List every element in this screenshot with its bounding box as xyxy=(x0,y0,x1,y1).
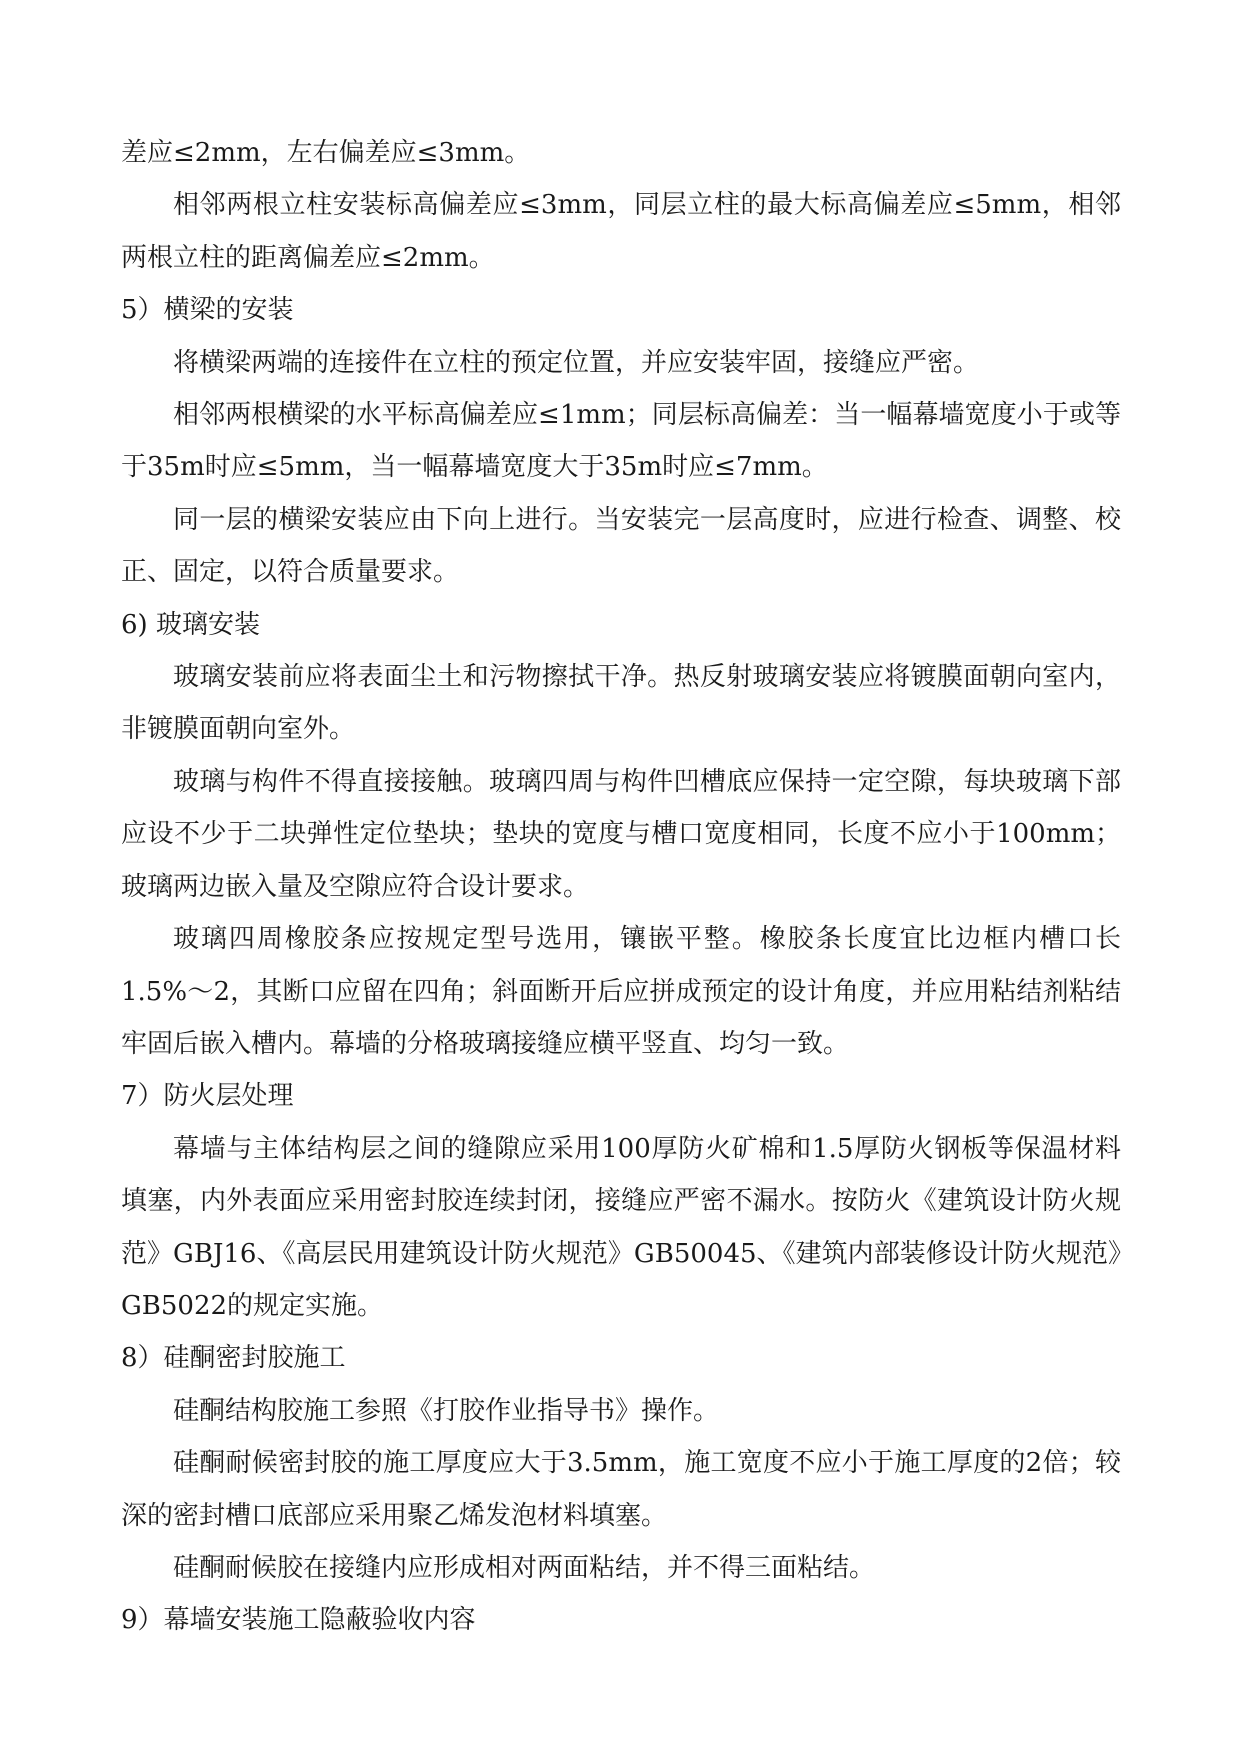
paragraph-column-elevation: 相邻两根立柱安装标高偏差应≤3mm，同层立柱的最大标高偏差应≤5mm，相邻两根立柱的距离偏差应≤2mm。 xyxy=(121,190,1121,273)
paragraph-fireproof: 幕墙与主体结构层之间的缝隙应采用100厚防火矿棉和1.5厚防火钢板等保温材料填塞，内外表面应采用密封胶连续封闭，接缝应严密不漏水。按防火《建筑设计防火规范》GBJ16、《高层民用建筑设计防火规范》GB50045、《建筑内部装修设计防火规范》GB5022的规定实施。 xyxy=(121,1133,1121,1321)
heading-hidden-inspection: 9）幕墙安装施工隐蔽验收内容 xyxy=(121,1605,476,1636)
heading-fireproof-layer: 7）防火层处理 xyxy=(121,1081,294,1112)
heading-glass-installation: 6) 玻璃安装 xyxy=(121,609,260,640)
paragraph-structural-glue: 硅酮结构胶施工参照《打胶作业指导书》操作。 xyxy=(173,1395,720,1426)
paragraph-sealant-thickness: 硅酮耐候密封胶的施工厚度应大于3.5mm，施工宽度不应小于施工厚度的2倍；较深的密封槽口底部应采用聚乙烯发泡材料填塞。 xyxy=(121,1448,1121,1531)
paragraph-continuation: 差应≤2mm，左右偏差应≤3mm。 xyxy=(121,138,531,168)
paragraph-beam-connectors: 将横梁两端的连接件在立柱的预定位置，并应安装牢固，接缝应严密。 xyxy=(173,347,980,378)
heading-beam-installation: 5）横梁的安装 xyxy=(121,295,294,326)
paragraph-sealant-bonding: 硅酮耐候胶在接缝内应形成相对两面粘结，并不得三面粘结。 xyxy=(173,1552,876,1583)
paragraph-beam-tolerance: 相邻两根横梁的水平标高偏差应≤1mm；同层标高偏差：当一幅幕墙宽度小于或等于35m时应≤5mm，当一幅幕墙宽度大于35m时应≤7mm。 xyxy=(121,400,1121,483)
document-body xyxy=(121,127,1121,1647)
paragraph-beam-order: 同一层的横梁安装应由下向上进行。当安装完一层高度时，应进行检查、调整、校正、固定，以符合质量要求。 xyxy=(121,504,1121,588)
paragraph-glass-cleaning: 玻璃安装前应将表面尘土和污物擦拭干净。热反射玻璃安装应将镀膜面朝向室内，非镀膜面朝向室外。 xyxy=(121,662,1121,745)
heading-silicone-sealant: 8）硅酮密封胶施工 xyxy=(121,1343,346,1374)
paragraph-glass-rubber: 玻璃四周橡胶条应按规定型号选用，镶嵌平整。橡胶条长度宜比边框内槽口长1.5%～2，其断口应留在四角；斜面断开后应拼成预定的设计角度，并应用粘结剂粘结牢固后嵌入槽内。幕墙的分格玻璃接缝应横平竖直、均匀一致。 xyxy=(121,924,1121,1059)
paragraph-glass-contact: 玻璃与构件不得直接接触。玻璃四周与构件凹槽底应保持一定空隙，每块玻璃下部应设不少于二块弹性定位垫块；垫块的宽度与槽口宽度相同，长度不应小于100mm；玻璃两边嵌入量及空隙应符合设计要求。 xyxy=(121,766,1121,902)
